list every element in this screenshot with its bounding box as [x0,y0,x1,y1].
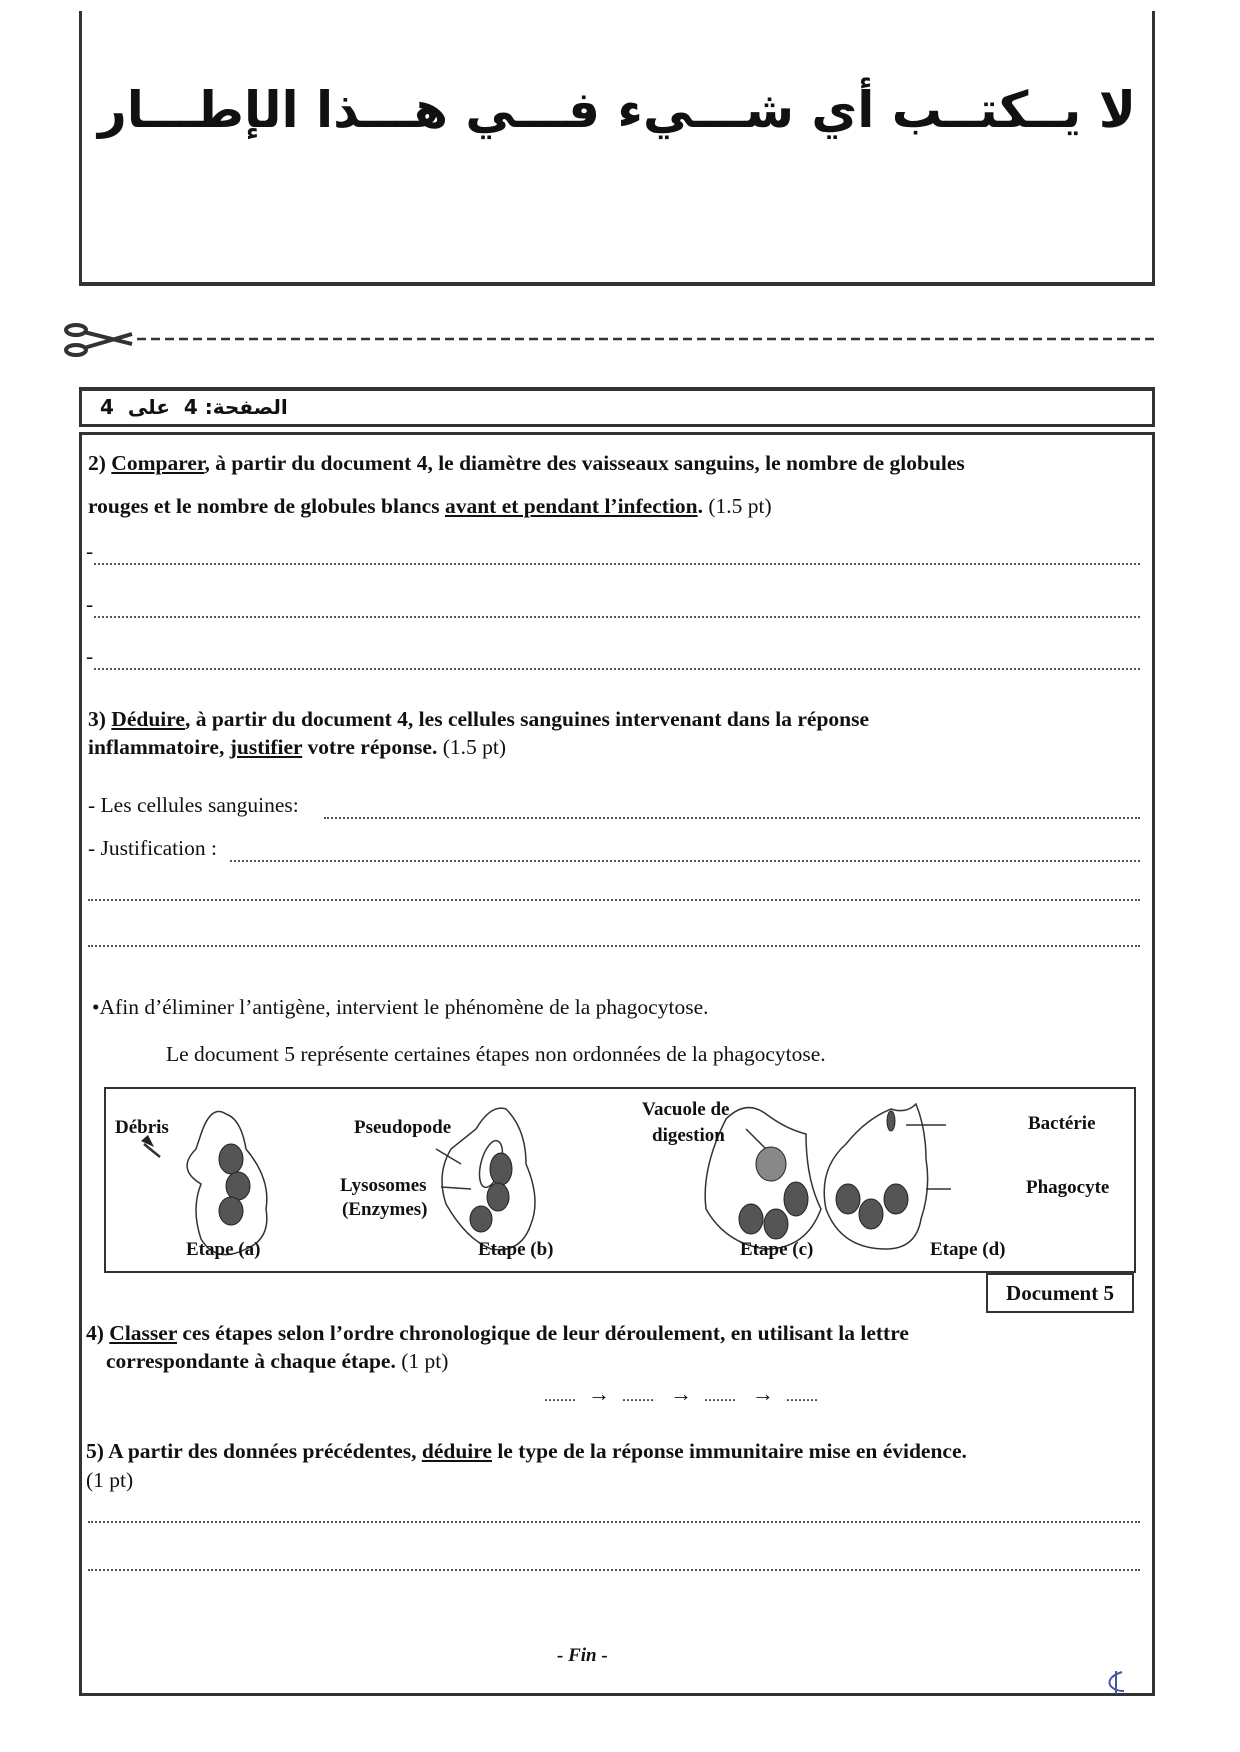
page-number-box [79,387,1155,427]
page-current: 4 [183,395,198,419]
answer-prefix: - [86,539,94,563]
q5-answer-line-1[interactable] [88,1521,1140,1523]
label-digestion: digestion [652,1125,725,1146]
step-b-label: Etape (b) [478,1239,554,1260]
q2-verb: Comparer [111,451,205,475]
page-label: الصفحة: [204,395,288,419]
step-a-label: Etape (a) [186,1239,261,1260]
document-5-label: Document 5 [986,1273,1134,1313]
q2-answer-line-2[interactable] [94,616,1140,618]
page-number [100,395,288,419]
step-d-label: Etape (d) [930,1239,1006,1260]
label-enzymes: (Enzymes) [342,1199,428,1220]
order-blank-2: ........ [622,1388,654,1405]
justification-answer-line-1[interactable] [230,860,1140,862]
q5-points: (1 pt) [86,1468,134,1492]
page-total: 4 [100,395,114,419]
order-blank-3: ........ [704,1388,736,1405]
q3-line1: 3) Déduire, à partir du document 4, les cellules sanguines intervenant dans la réponse [88,707,870,731]
answer-prefix: - [86,644,94,668]
q2-points: (1.5 pt) [708,494,772,518]
scissors-icon [66,325,132,355]
label-pseudopode: Pseudopode [354,1117,452,1138]
intro-line1: •Afin d’éliminer l’antigène, intervient le phénomène de la phagocytose. [92,995,709,1019]
answer-prefix: - [86,592,94,616]
label-debris: Débris [115,1117,169,1138]
q2-line1: 2) Comparer, à partir du document 4, le diamètre des vaisseaux sanguins, le nombre de globules [88,451,965,475]
q5-answer-line-2[interactable] [88,1569,1140,1571]
order-answer[interactable]: ........ → ........ → ........ → ........ [544,1381,818,1406]
label-lysosomes: Lysosomes [340,1175,427,1196]
cut-line [62,320,1157,360]
document-5-figure [104,1087,1136,1273]
justification-answer-line-3[interactable] [88,945,1140,947]
step-c-label: Etape (c) [740,1239,814,1260]
intro-line2: Le document 5 représente certaines étapes non ordonnées de la phagocytose. [166,1042,826,1066]
q3-line2: inflammatoire, justifier votre réponse. (1.5 pt) [88,735,506,759]
cells-label: - Les cellules sanguines: [88,793,299,817]
q2-answer-line-3[interactable] [94,668,1140,670]
order-blank-1: ........ [544,1388,576,1405]
initials-mark [1102,1667,1132,1697]
q4-line2: correspondante à chaque étape. (1 pt) [106,1349,449,1373]
q4-line1: 4) Classer ces étapes selon l’ordre chronologique de leur déroulement, en utilisant la lettre [86,1321,909,1345]
page-of: على [127,395,170,419]
label-vacuole: Vacuole de [642,1099,730,1120]
cells-answer-line[interactable] [324,817,1140,819]
do-not-write-notice: لا يــكتــب أي شـــيء فـــي هـــذا الإطـــار [98,81,1136,139]
justification-label: - Justification : [88,836,217,860]
q5-line1: 5) A partir des données précédentes, déduire le type de la réponse immunitaire mise en évidence. [86,1439,967,1463]
order-blank-4: ........ [786,1388,818,1405]
justification-answer-line-2[interactable] [88,899,1140,901]
end-marker: - Fin - [557,1645,608,1666]
do-not-write-frame [79,11,1155,286]
q2-line2: rouges et le nombre de globules blancs avant et pendant l’infection. (1.5 pt) [88,494,772,518]
label-bacterie: Bactérie [1028,1113,1096,1134]
q2-answer-line-1[interactable] [94,563,1140,565]
exam-content [79,432,1155,1696]
label-phagocyte: Phagocyte [1026,1177,1110,1198]
